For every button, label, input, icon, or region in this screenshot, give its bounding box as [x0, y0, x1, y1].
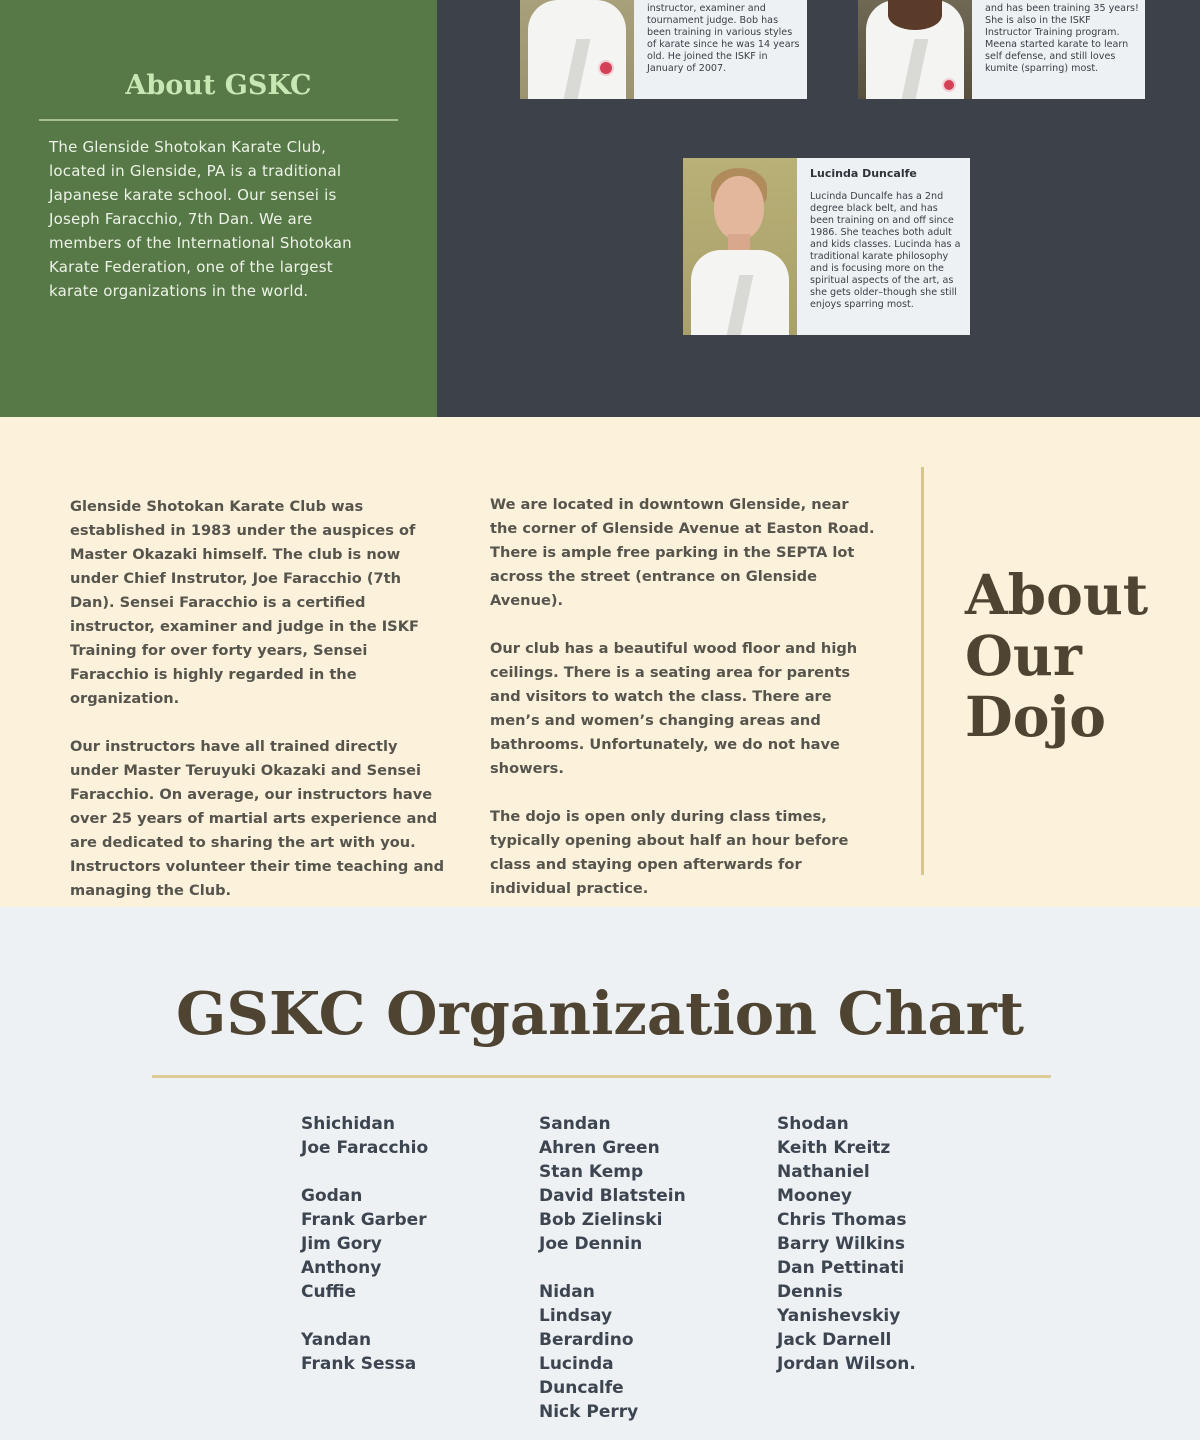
org-chart-title: GSKC Organization Chart: [175, 979, 1025, 1048]
rank-label: Nidan: [539, 1282, 595, 1302]
about-gskc-text: The Glenside Shotokan Karate Club, located in Glenside, PA is a traditional Japanese karate school. Our sensei is Joseph Faracchio, 7th Dan. We are members of the International Shotokan Karate Federation, one of the largest karate organizations in the world.: [49, 138, 352, 300]
member-name: Dennis Yanishevskiy: [777, 1282, 901, 1326]
rank-spacer: [301, 1304, 431, 1328]
member-name: Dan Pettinati: [777, 1258, 905, 1278]
member-name: Bob Zielinski: [539, 1210, 663, 1230]
member-name: Joe Dennin: [539, 1234, 643, 1254]
title-divider: [39, 119, 398, 121]
rank-label: Shodan: [777, 1114, 849, 1134]
member-name: Nick Perry: [539, 1402, 639, 1422]
member-name: Stan Kemp: [539, 1162, 644, 1182]
member-name: Ahren Green: [539, 1138, 660, 1158]
about-gskc-title: About GSKC: [125, 70, 312, 101]
rank-label: Sandan: [539, 1114, 611, 1134]
vertical-divider: [921, 467, 924, 875]
member-name: Jordan Wilson.: [777, 1354, 916, 1374]
member-name: Chris Thomas: [777, 1210, 907, 1230]
member-name: Nathaniel Mooney: [777, 1162, 870, 1206]
dojo-paragraph: Our club has a beautiful wood floor and high ceilings. There is a seating area for parents and visitors to watch the class. There are men’s and women’s changing areas and bathrooms. Unfortunately, we do not have showers.: [490, 640, 858, 777]
rank-column: [301, 1112, 431, 1376]
member-name: Barry Wilkins: [777, 1234, 905, 1254]
instructor-bio: Lucinda Duncalfe has a 2nd degree black belt, and has been training on and off since 1986. She teaches both adult and kids classes. Lucinda has a traditional karate philosophy and is focusing more on the spiritual aspects of the art, as she gets older–though she still enjoys sparring most.: [810, 191, 961, 310]
rank-column: [777, 1112, 937, 1376]
org-chart-section: [0, 907, 1200, 1440]
about-gskc-panel: [0, 0, 437, 417]
member-name: Joe Faracchio: [301, 1138, 429, 1158]
dojo-paragraph: The dojo is open only during class times, typically opening about half an hour before class and staying open afterwards for individual practice.: [490, 808, 849, 897]
dojo-paragraph: Our instructors have all trained directly under Master Teruyuki Okazaki and Sensei Faracchio. On average, our instructors have over 25 years of martial arts experience and are dedicated to sharing the art with you. Instructors volunteer their time teaching and managing the Club.: [70, 738, 445, 899]
dojo-location-column: [490, 493, 880, 925]
instructor-name: Lucinda Duncalfe: [810, 167, 917, 180]
instructor-photo: [858, 0, 972, 99]
dojo-paragraph: Glenside Shotokan Karate Club was established in 1983 under the auspices of Master Okazaki himself. The club is now under Chief Instrutor, Joe Faracchio (7th Dan). Sensei Faracchio is a certified instructor, examiner and judge in the ISKF Training for over forty years, Sensei Faracchio is highly regarded in the organization.: [70, 498, 419, 707]
member-name: Frank Garber: [301, 1210, 427, 1230]
rank-column: [539, 1112, 699, 1424]
member-name: David Blatstein: [539, 1186, 686, 1206]
member-name: Jim Gory: [301, 1234, 382, 1254]
rank-spacer: [301, 1160, 431, 1184]
instructor-card: [683, 158, 970, 335]
instructors-panel: [437, 0, 1200, 417]
rank-label: Yandan: [301, 1330, 372, 1350]
instructor-bio: and has been training 35 years! She is also in the ISKF Instructor Training program. Meena started karate to learn self defense, and still loves kumite (sparring) most.: [985, 3, 1139, 74]
rank-label: Shichidan: [301, 1114, 395, 1134]
member-name: Frank Sessa: [301, 1354, 417, 1374]
rank-label: Godan: [301, 1186, 363, 1206]
top-band: [0, 0, 1200, 417]
instructor-bio: instructor, examiner and tournament judge. Bob has been training in various styles of karate since he was 14 years old. He joined the ISKF in January of 2007.: [647, 3, 800, 74]
member-name: Keith Kreitz: [777, 1138, 891, 1158]
instructor-card: [520, 0, 807, 99]
about-dojo-section: [0, 417, 1200, 907]
member-name: Lucinda Duncalfe: [539, 1354, 624, 1398]
instructor-photo: [520, 0, 634, 99]
about-dojo-title: About Our Dojo: [965, 562, 1149, 749]
member-name: Jack Darnell: [777, 1330, 892, 1350]
rank-spacer: [539, 1256, 699, 1280]
instructor-card: [858, 0, 1145, 99]
dojo-history-column: [70, 495, 450, 927]
instructor-photo: [683, 158, 797, 335]
org-chart-divider: [152, 1075, 1051, 1078]
member-name: Lindsay Berardino: [539, 1306, 634, 1350]
member-name: Anthony Cuffie: [301, 1258, 382, 1302]
dojo-paragraph: We are located in downtown Glenside, near the corner of Glenside Avenue at Easton Road. There is ample free parking in the SEPTA lot across the street (entrance on Glenside Avenue).: [490, 496, 875, 609]
